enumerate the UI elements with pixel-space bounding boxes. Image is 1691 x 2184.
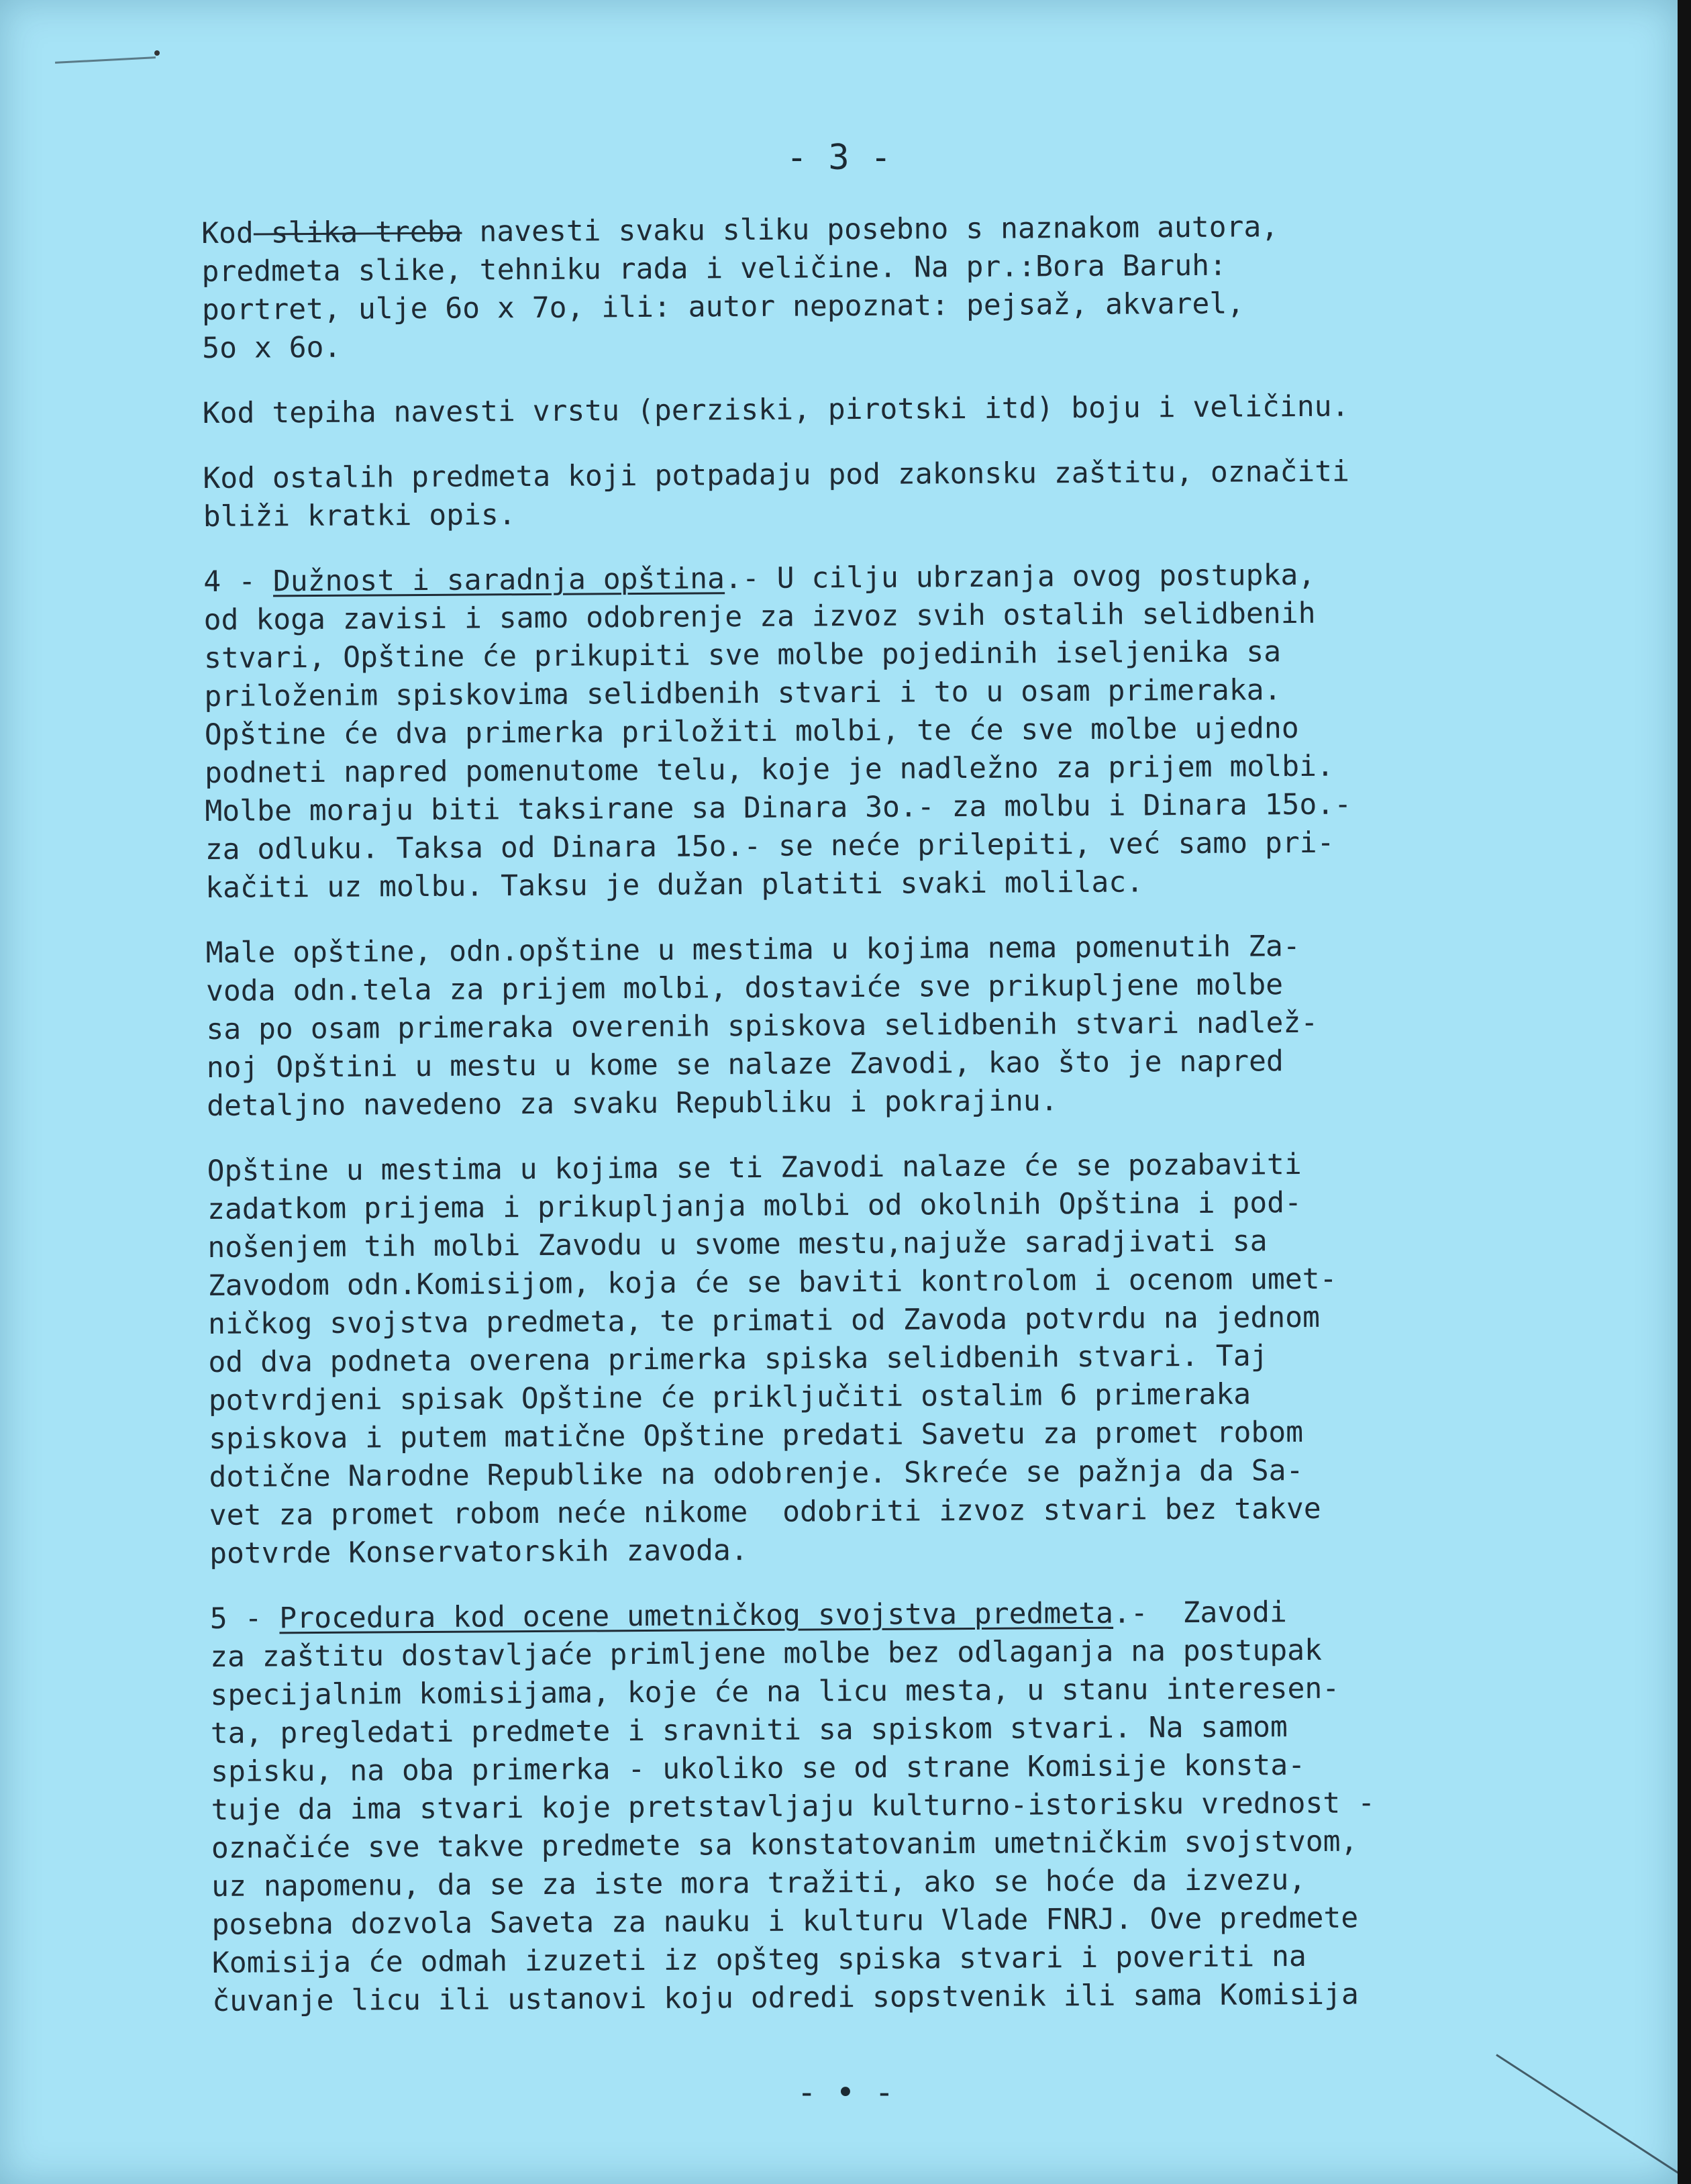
text-line: spiskova i putem matične Opštine predati Savetu za promet robom — [208, 1416, 1304, 1456]
scratch-mark — [55, 56, 156, 64]
text-line: ničkog svojstva predmeta, te primati od Zavoda potvrdu na jednom — [207, 1300, 1321, 1341]
text-line: Molbe moraju biti taksirane sa Dinara 3o.- za molbu i Dinara 15o.- — [205, 787, 1352, 828]
corner-pen-stroke — [1496, 2054, 1682, 2176]
section-heading-line: 4 - Dužnost i saradnja opština.- U cilju ubrzanja ovog postupka, — [203, 558, 1316, 599]
text-line: podneti napred pomenutome telu, koje je nadležno za prijem molbi. — [204, 749, 1334, 790]
page-number: - 3 - — [786, 138, 892, 178]
text-line: ta, pregledati predmete i sravniti sa spiskom stvari. Na samom — [210, 1710, 1288, 1750]
text-line: nošenjem tih molbi Zavodu u svome mestu,najuže saradjivati sa — [207, 1224, 1268, 1264]
text-line: Komisija će odmah izuzeti iz opšteg spiska stvari i poveriti na — [211, 1939, 1307, 1980]
paragraph-small-municipalities — [206, 926, 1556, 1126]
text-line: Opštine će dva primerka priložiti molbi, te će sve molbe ujedno — [204, 711, 1299, 752]
text-line: noj Opštini u mestu u kome se nalaze Zavodi, kao što je napred — [206, 1044, 1284, 1085]
text-line: potvrdjeni spisak Opštine će priključiti ostalim 6 primeraka — [208, 1377, 1251, 1418]
text-line: čuvanje licu ili ustanovi koju odredi sopstvenik ili sama Komisija — [212, 1977, 1360, 2018]
text-line: stvari, Opštine će prikupiti sve molbe pojedinih iseljenika sa — [203, 635, 1282, 675]
section-4 — [203, 555, 1554, 907]
text-line: Kod slika treba navesti svaku sliku posebno s naznakom autora, — [201, 210, 1279, 250]
text-line: posebna dozvola Saveta za nauku i kulturu Vlade FNRJ. Ove predmete — [211, 1901, 1359, 1942]
text-line: spisku, na oba primerka - ukoliko se od strane Komisije konsta- — [211, 1748, 1306, 1789]
text-line: Zavodom odn.Komisijom, koja će se baviti kontrolom i ocenom umet- — [207, 1262, 1337, 1303]
text-line: Male opštine, odn.opštine u mestima u kojima nema pomenutih Za- — [205, 930, 1300, 970]
text-line: uz napomenu, da se za iste mora tražiti, ako se hoće da izvezu, — [211, 1863, 1306, 1903]
section-heading-line: 5 - Procedura kod ocene umetničkog svojstva predmeta.- Zavodi — [209, 1595, 1287, 1636]
text-line: dotične Narodne Republike na odobrenje. Skreće se pažnja da Sa- — [209, 1454, 1304, 1494]
text-line: kačiti uz molbu. Taksu je dužan platiti svaki molilac. — [205, 865, 1144, 905]
text-line: od koga zavisi i samo odobrenje za izvoz svih ostalih selidbenih — [203, 596, 1316, 637]
text-line: portret, ulje 6o x 7o, ili: autor nepoznat: pejsaž, akvarel, — [201, 287, 1245, 327]
ink-dot — [154, 50, 160, 56]
text-line: za zaštitu dostavljaće primljene molbe bez odlaganja na postupak — [209, 1633, 1323, 1674]
text-line: bliži kratki opis. — [203, 498, 516, 534]
text-line: sa po osam primeraka overenih spiskova selidbenih stvari nadlež- — [206, 1005, 1319, 1046]
page-footer-mark: - • - — [797, 2074, 894, 2112]
section-5 — [210, 1592, 1561, 2021]
text-line: specijalnim komisijama, koje će na licu mesta, u stanu interesen- — [210, 1671, 1340, 1712]
document-body — [201, 207, 1561, 2048]
scan-edge — [1678, 0, 1691, 2184]
text-line: voda odn.tela za prijem molbi, dostaviće sve prikupljene molbe — [205, 968, 1284, 1008]
text-line: predmeta slike, tehniku rada i veličine. Na pr.:Bora Baruh: — [201, 248, 1227, 289]
paragraph-paintings — [201, 207, 1551, 368]
text-line: vet za promet robom neće nikome odobriti izvoz stvari bez takve — [209, 1491, 1321, 1532]
text-line: potvrde Konservatorskih zavoda. — [209, 1534, 748, 1571]
text-line: Kod tepiha navesti vrstu (perziski, pirotski itd) boju i veličinu. — [202, 389, 1349, 430]
text-line: od dva podneta overena primerka spiska selidbenih stvari. Taj — [208, 1339, 1268, 1379]
text-line: zadatkom prijema i prikupljanja molbi od okolnih Opština i pod- — [207, 1186, 1302, 1226]
text-line: tuje da ima stvari koje pretstavljaju kulturno-istorisku vrednost - — [211, 1786, 1376, 1827]
section-4-title: Dužnost i saradnja opština — [272, 562, 725, 599]
text-line: Kod ostalih predmeta koji potpadaju pod zakonsku zaštitu, označiti — [203, 454, 1350, 495]
text-line: označiće sve takve predmete sa konstatovanim umetničkim svojstvom, — [211, 1824, 1358, 1865]
paragraph-other-items — [203, 452, 1552, 536]
text-line: detaljno navedeno za svaku Republiku i pokrajinu. — [206, 1084, 1058, 1123]
section-5-title: Procedura kod ocene umetničkog svojstva predmeta — [279, 1596, 1114, 1636]
text-line: priloženim spiskovima selidbenih stvari i to u osam primeraka. — [204, 673, 1282, 713]
text-line: za odluku. Taksa od Dinara 15o.- se neće prilepiti, već samo pri- — [205, 826, 1335, 866]
paragraph-carpets — [203, 387, 1551, 433]
text-line: Opštine u mestima u kojima se ti Zavodi nalaze će se pozabaviti — [207, 1148, 1302, 1188]
text-line: 5o x 6o. — [202, 330, 342, 365]
paragraph-institute-municipalities — [207, 1144, 1559, 1573]
